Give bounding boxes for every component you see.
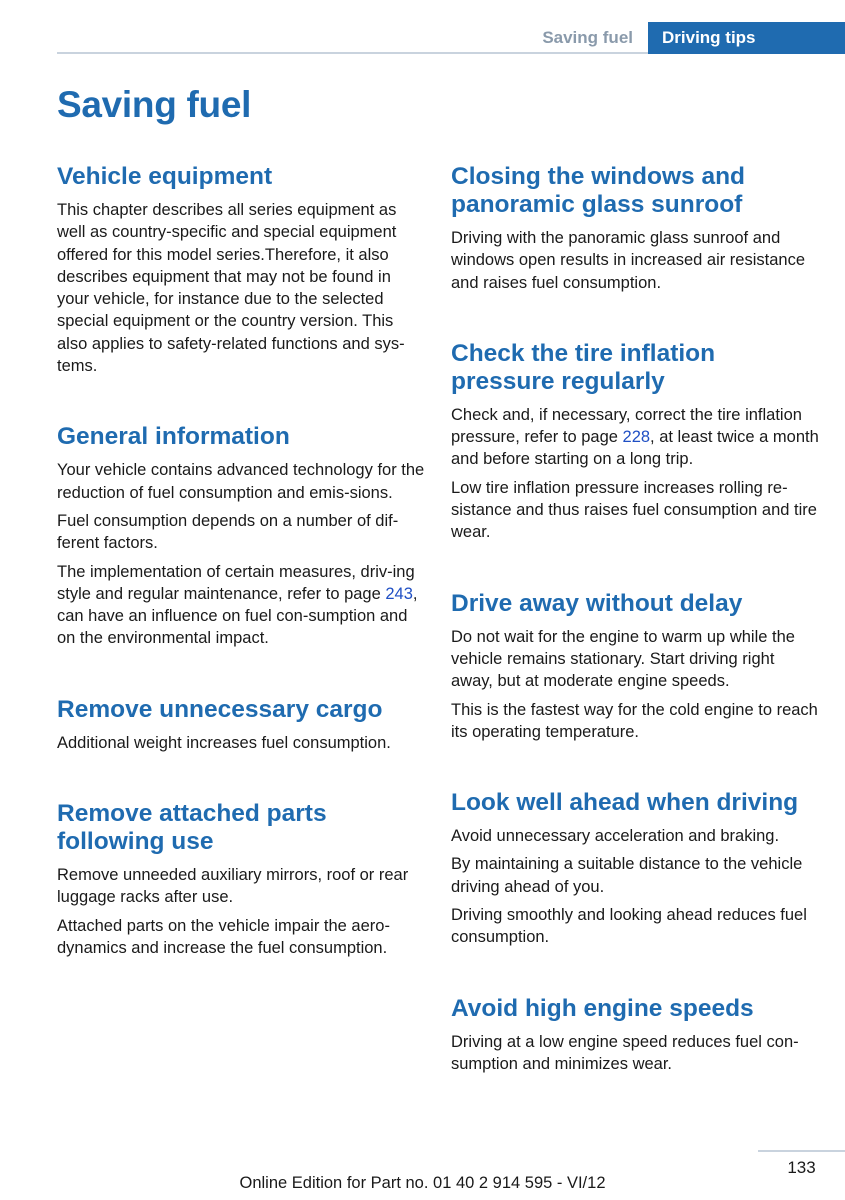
paragraph-text: , at least twice a month and before starting on a long trip. — [451, 428, 819, 469]
page-reference-link[interactable]: 243 — [385, 584, 413, 603]
section-paragraph: Your vehicle contains advanced technology for the reduction of fuel consumption and emis-sions. — [57, 461, 425, 502]
section-heading: Drive away without delay — [451, 589, 743, 617]
section-heading: Look well ahead when driving — [451, 789, 799, 817]
section-paragraph — [57, 561, 425, 650]
section-paragraph — [451, 404, 819, 471]
section-general-information — [57, 423, 425, 649]
section-remove-attached-parts — [57, 800, 425, 959]
section-paragraph: Driving smoothly and looking ahead reduces fuel consumption. — [451, 906, 807, 947]
section-paragraph: Driving at a low engine speed reduces fuel con-sumption and minimizes wear. — [451, 1032, 799, 1073]
section-paragraph: This is the fastest way for the cold engine to reach its operating temperature. — [451, 700, 818, 741]
section-heading: Remove attached parts following use — [57, 800, 327, 856]
page-reference-link[interactable]: 228 — [622, 428, 651, 447]
section-heading: Avoid high engine speeds — [451, 994, 754, 1022]
header-section-label: Saving fuel — [542, 28, 633, 47]
paragraph-text: , can have an influence on fuel con-sumption and on the environmental impact. — [57, 584, 418, 648]
section-heading: Vehicle equipment — [57, 163, 273, 190]
section-paragraph: Remove unneeded auxiliary mirrors, roof or rear luggage racks after use. — [57, 866, 409, 907]
section-paragraph: Low tire inflation pressure increases rolling re-sistance and thus raises fuel consumption and tire wear. — [451, 478, 817, 542]
page-title: Saving fuel — [57, 84, 252, 125]
page-number: 133 — [758, 1150, 845, 1178]
section-paragraph: Fuel consumption depends on a number of dif-ferent factors. — [57, 511, 399, 553]
section-paragraph: Avoid unnecessary acceleration and braking. — [451, 827, 780, 846]
section-heading: General information — [57, 423, 290, 451]
left-column — [57, 163, 425, 1005]
section-remove-unnecessary-cargo — [57, 696, 425, 754]
section-paragraph: This chapter describes all series equipment as well as country-specific and special equipment offered for this model series.Therefore, it also describes equipment that may not be found in your vehicle, for instance due to the selected special equipment or the country version. This also applies to safety-related functions and sys-tems. — [57, 201, 405, 376]
section-heading: Check the tire inflation pressure regularly — [451, 339, 716, 395]
section-paragraph: Do not wait for the engine to warm up while the vehicle remains stationary. Start driving right away, but at moderate engine speeds. — [451, 627, 795, 691]
section-heading: Closing the windows and panoramic glass sunroof — [451, 163, 745, 218]
section-paragraph: Additional weight increases fuel consumption. — [57, 733, 391, 752]
section-avoid-high-speeds — [451, 995, 819, 1076]
section-look-ahead — [451, 789, 819, 948]
section-paragraph: Driving with the panoramic glass sunroof and windows open results in increased air resistance and raises fuel consumption. — [451, 229, 806, 292]
section-paragraph: By maintaining a suitable distance to the vehicle driving ahead of you. — [451, 855, 803, 896]
footer-edition-note: Online Edition for Part no. 01 40 2 914 595 - VI/12 — [239, 1174, 606, 1192]
section-drive-away — [451, 590, 819, 743]
header-chapter-tab: Driving tips — [648, 22, 845, 54]
paragraph-text: The implementation of certain measures, driv-ing style and regular maintenance, refer to page — [57, 562, 415, 603]
section-vehicle-equipment — [57, 163, 425, 377]
section-heading: Remove unnecessary cargo — [57, 695, 383, 723]
section-tire-pressure — [451, 340, 819, 544]
section-closing-windows — [451, 163, 819, 294]
right-column — [451, 163, 819, 1121]
section-paragraph: Attached parts on the vehicle impair the aero-dynamics and increase the fuel consumption. — [57, 916, 390, 957]
paragraph-text: Check and, if necessary, correct the tire inflation pressure, refer to page — [451, 405, 802, 447]
